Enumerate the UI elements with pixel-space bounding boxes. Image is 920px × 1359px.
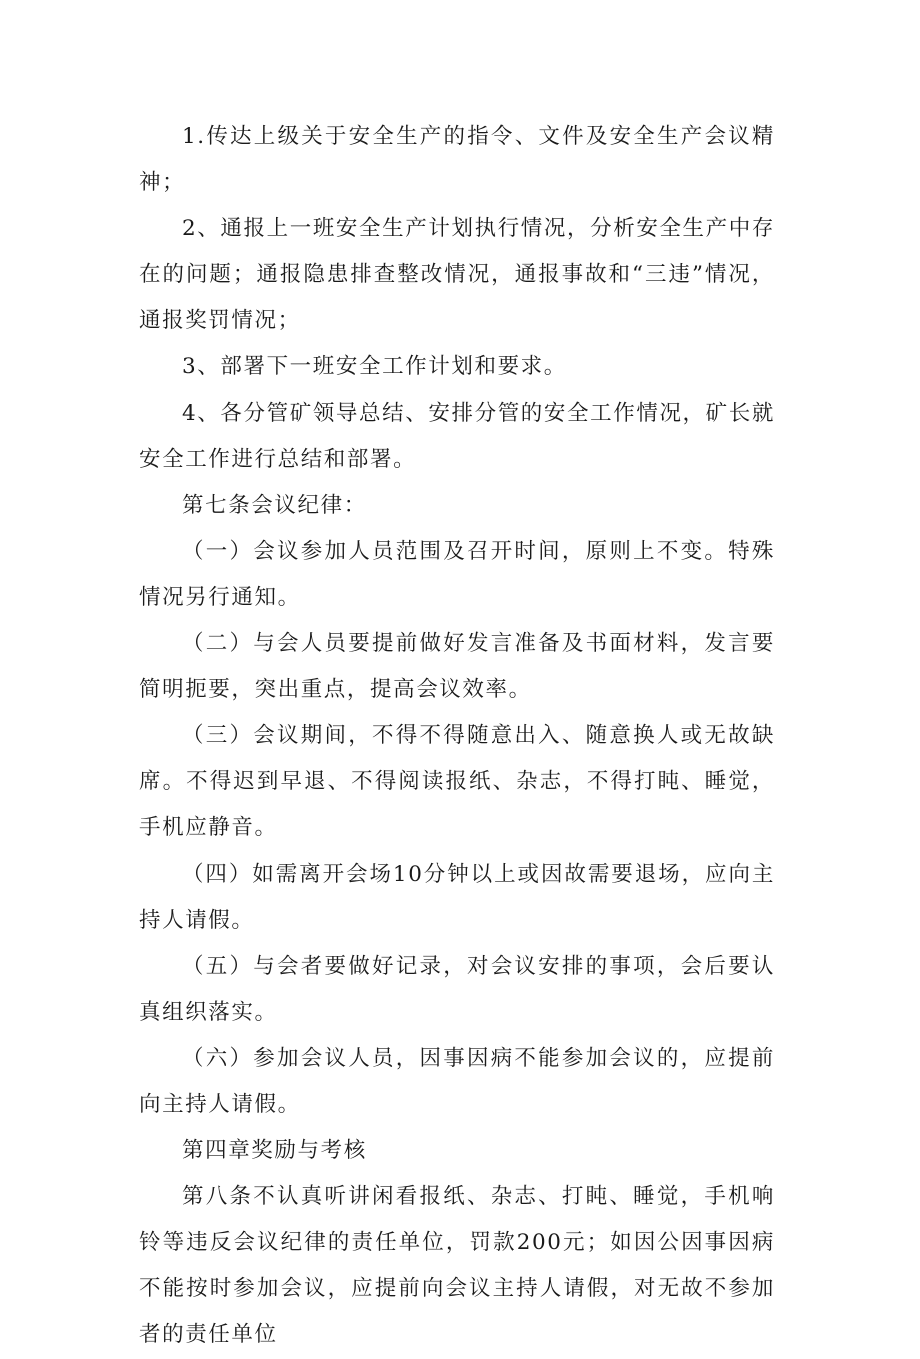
discipline-item-2: （二）与会人员要提前做好发言准备及书面材料，发言要简明扼要，突出重点，提高会议效率。 [139, 631, 775, 703]
article-8-text: 第八条不认真听讲闲看报纸、杂志、打盹、睡觉，手机响铃等违反会议纪律的责任单位，罚款200元；如因公因事因病不能按时参加会议，应提前向会议主持人请假，对无故不参加者的责任单位 [139, 1184, 775, 1348]
paragraph-item-4: 4、各分管矿领导总结、安排分管的安全工作情况，矿长就安全工作进行总结和部署。 [139, 400, 775, 472]
discipline-item-1: （一）会议参加人员范围及召开时间，原则上不变。特殊情况另行通知。 [139, 538, 775, 610]
document-body [139, 114, 775, 1359]
paragraph-item-2: 2、通报上一班安全生产计划执行情况，分析安全生产中存在的问题；通报隐患排查整改情况，通报事故和“三违”情况，通报奖罚情况； [139, 216, 775, 334]
section-heading-article-7: 第七条会议纪律： [182, 492, 367, 518]
discipline-item-3: （三）会议期间，不得不得随意出入、随意换人或无故缺席。不得迟到早退、不得阅读报纸、杂志，不得打盹、睡觉，手机应静音。 [139, 723, 775, 841]
discipline-item-6: （六）参加会议人员，因事因病不能参加会议的，应提前向主持人请假。 [139, 1045, 775, 1117]
paragraph-item-3: 3、部署下一班安全工作计划和要求。 [182, 354, 567, 380]
chapter-heading-4: 第四章奖励与考核 [182, 1138, 367, 1164]
discipline-item-5: （五）与会者要做好记录，对会议安排的事项，会后要认真组织落实。 [139, 953, 775, 1025]
paragraph-item-1: 1.传达上级关于安全生产的指令、文件及安全生产会议精神； [139, 124, 775, 196]
discipline-item-4: （四）如需离开会场10分钟以上或因故需要退场，应向主持人请假。 [139, 861, 775, 933]
